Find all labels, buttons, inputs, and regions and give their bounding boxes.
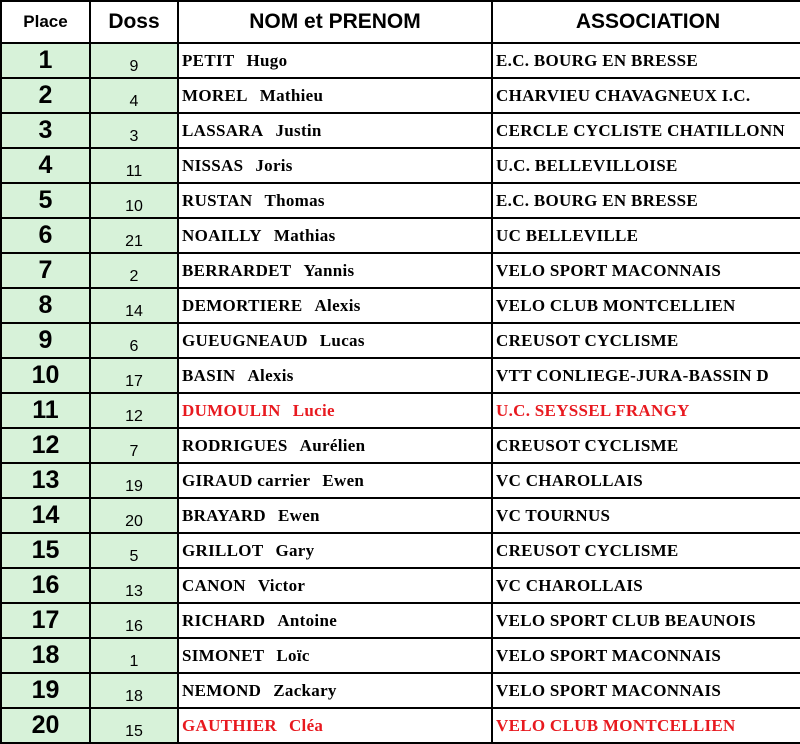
doss-cell: 18 [90, 673, 178, 708]
name-cell [178, 358, 492, 393]
place-cell: 7 [1, 253, 90, 288]
place-cell: 3 [1, 113, 90, 148]
association-cell: VTT CONLIEGE-JURA-BASSIN D [492, 358, 800, 393]
last-name: LASSARA [182, 120, 264, 140]
table-body [1, 43, 800, 743]
doss-cell: 5 [90, 533, 178, 568]
name-cell [178, 218, 492, 253]
association-cell: CERCLE CYCLISTE CHATILLONN [492, 113, 800, 148]
association-cell: VC TOURNUS [492, 498, 800, 533]
name-cell [178, 78, 492, 113]
doss-cell: 4 [90, 78, 178, 113]
last-name: GIRAUD carrier [182, 470, 311, 490]
doss-cell: 15 [90, 708, 178, 743]
last-name: NEMOND [182, 680, 262, 700]
name-cell [178, 463, 492, 498]
doss-cell: 9 [90, 43, 178, 78]
name-cell [178, 393, 492, 428]
doss-cell: 6 [90, 323, 178, 358]
name-cell [178, 498, 492, 533]
association-cell: VC CHAROLLAIS [492, 568, 800, 603]
first-name: Cléa [288, 715, 324, 735]
doss-cell: 2 [90, 253, 178, 288]
place-cell: 1 [1, 43, 90, 78]
association-cell: CHARVIEU CHAVAGNEUX I.C. [492, 78, 800, 113]
first-name: Zackary [273, 680, 337, 700]
doss-cell: 7 [90, 428, 178, 463]
table-row [1, 218, 800, 253]
association-cell: UC BELLEVILLE [492, 218, 800, 253]
name-cell [178, 673, 492, 708]
name-cell [178, 43, 492, 78]
table-row [1, 253, 800, 288]
first-name: Antoine [277, 610, 338, 630]
place-cell: 15 [1, 533, 90, 568]
first-name: Loïc [276, 645, 310, 665]
table-row [1, 603, 800, 638]
place-cell: 11 [1, 393, 90, 428]
association-cell: VELO SPORT CLUB BEAUNOIS [492, 603, 800, 638]
doss-cell: 1 [90, 638, 178, 673]
name-cell [178, 113, 492, 148]
doss-cell: 3 [90, 113, 178, 148]
header-row [1, 1, 800, 43]
place-cell: 12 [1, 428, 90, 463]
table-row [1, 393, 800, 428]
first-name: Ewen [322, 470, 365, 490]
association-cell: VELO CLUB MONTCELLIEN [492, 288, 800, 323]
table-row [1, 463, 800, 498]
table-row [1, 113, 800, 148]
last-name: GRILLOT [182, 540, 264, 560]
table-row [1, 498, 800, 533]
doss-cell: 20 [90, 498, 178, 533]
table-row [1, 568, 800, 603]
header-place: Place [1, 1, 90, 43]
table-header [1, 1, 800, 43]
name-cell [178, 253, 492, 288]
association-cell: VELO SPORT MACONNAIS [492, 253, 800, 288]
doss-cell: 10 [90, 183, 178, 218]
last-name: MOREL [182, 85, 248, 105]
place-cell: 20 [1, 708, 90, 743]
first-name: Gary [275, 540, 315, 560]
association-cell: CREUSOT CYCLISME [492, 428, 800, 463]
last-name: BASIN [182, 365, 236, 385]
doss-cell: 12 [90, 393, 178, 428]
table-row [1, 148, 800, 183]
doss-cell: 19 [90, 463, 178, 498]
association-cell: VELO SPORT MACONNAIS [492, 638, 800, 673]
first-name: Joris [255, 155, 293, 175]
doss-cell: 14 [90, 288, 178, 323]
first-name: Victor [257, 575, 306, 595]
place-cell: 10 [1, 358, 90, 393]
doss-cell: 11 [90, 148, 178, 183]
name-cell [178, 183, 492, 218]
last-name: DEMORTIERE [182, 295, 303, 315]
table-row [1, 638, 800, 673]
place-cell: 13 [1, 463, 90, 498]
first-name: Alexis [314, 295, 361, 315]
association-cell: VELO SPORT MACONNAIS [492, 673, 800, 708]
table-row [1, 43, 800, 78]
association-cell: VC CHAROLLAIS [492, 463, 800, 498]
first-name: Ewen [277, 505, 320, 525]
doss-cell: 16 [90, 603, 178, 638]
association-cell: VELO CLUB MONTCELLIEN [492, 708, 800, 743]
place-cell: 8 [1, 288, 90, 323]
header-name: NOM et PRENOM [178, 1, 492, 43]
name-cell [178, 568, 492, 603]
first-name: Mathieu [259, 85, 324, 105]
name-cell [178, 323, 492, 358]
place-cell: 9 [1, 323, 90, 358]
association-cell: E.C. BOURG EN BRESSE [492, 43, 800, 78]
association-cell: U.C. SEYSSEL FRANGY [492, 393, 800, 428]
first-name: Mathias [273, 225, 336, 245]
last-name: PETIT [182, 50, 235, 70]
place-cell: 4 [1, 148, 90, 183]
doss-cell: 17 [90, 358, 178, 393]
table-row [1, 673, 800, 708]
last-name: CANON [182, 575, 246, 595]
place-cell: 6 [1, 218, 90, 253]
last-name: DUMOULIN [182, 400, 281, 420]
first-name: Alexis [247, 365, 294, 385]
name-cell [178, 288, 492, 323]
table-row [1, 288, 800, 323]
table-row [1, 323, 800, 358]
doss-cell: 13 [90, 568, 178, 603]
table-row [1, 358, 800, 393]
name-cell [178, 428, 492, 463]
first-name: Yannis [303, 260, 355, 280]
association-cell: CREUSOT CYCLISME [492, 533, 800, 568]
last-name: RODRIGUES [182, 435, 288, 455]
place-cell: 16 [1, 568, 90, 603]
last-name: SIMONET [182, 645, 265, 665]
place-cell: 14 [1, 498, 90, 533]
name-cell [178, 638, 492, 673]
association-cell: U.C. BELLEVILLOISE [492, 148, 800, 183]
last-name: RUSTAN [182, 190, 253, 210]
association-cell: CREUSOT CYCLISME [492, 323, 800, 358]
last-name: GAUTHIER [182, 715, 277, 735]
table-row [1, 428, 800, 463]
name-cell [178, 603, 492, 638]
doss-cell: 21 [90, 218, 178, 253]
last-name: BRAYARD [182, 505, 266, 525]
place-cell: 17 [1, 603, 90, 638]
name-cell [178, 533, 492, 568]
name-cell [178, 148, 492, 183]
association-cell: E.C. BOURG EN BRESSE [492, 183, 800, 218]
header-association: ASSOCIATION [492, 1, 800, 43]
first-name: Aurélien [299, 435, 366, 455]
last-name: NISSAS [182, 155, 244, 175]
first-name: Justin [275, 120, 322, 140]
first-name: Hugo [246, 50, 288, 70]
table-row [1, 78, 800, 113]
header-doss: Doss [90, 1, 178, 43]
place-cell: 2 [1, 78, 90, 113]
first-name: Lucas [319, 330, 365, 350]
first-name: Thomas [264, 190, 325, 210]
place-cell: 5 [1, 183, 90, 218]
place-cell: 18 [1, 638, 90, 673]
last-name: RICHARD [182, 610, 266, 630]
last-name: BERRARDET [182, 260, 292, 280]
table-row [1, 533, 800, 568]
table-row [1, 183, 800, 218]
last-name: GUEUGNEAUD [182, 330, 308, 350]
place-cell: 19 [1, 673, 90, 708]
first-name: Lucie [292, 400, 335, 420]
last-name: NOAILLY [182, 225, 262, 245]
